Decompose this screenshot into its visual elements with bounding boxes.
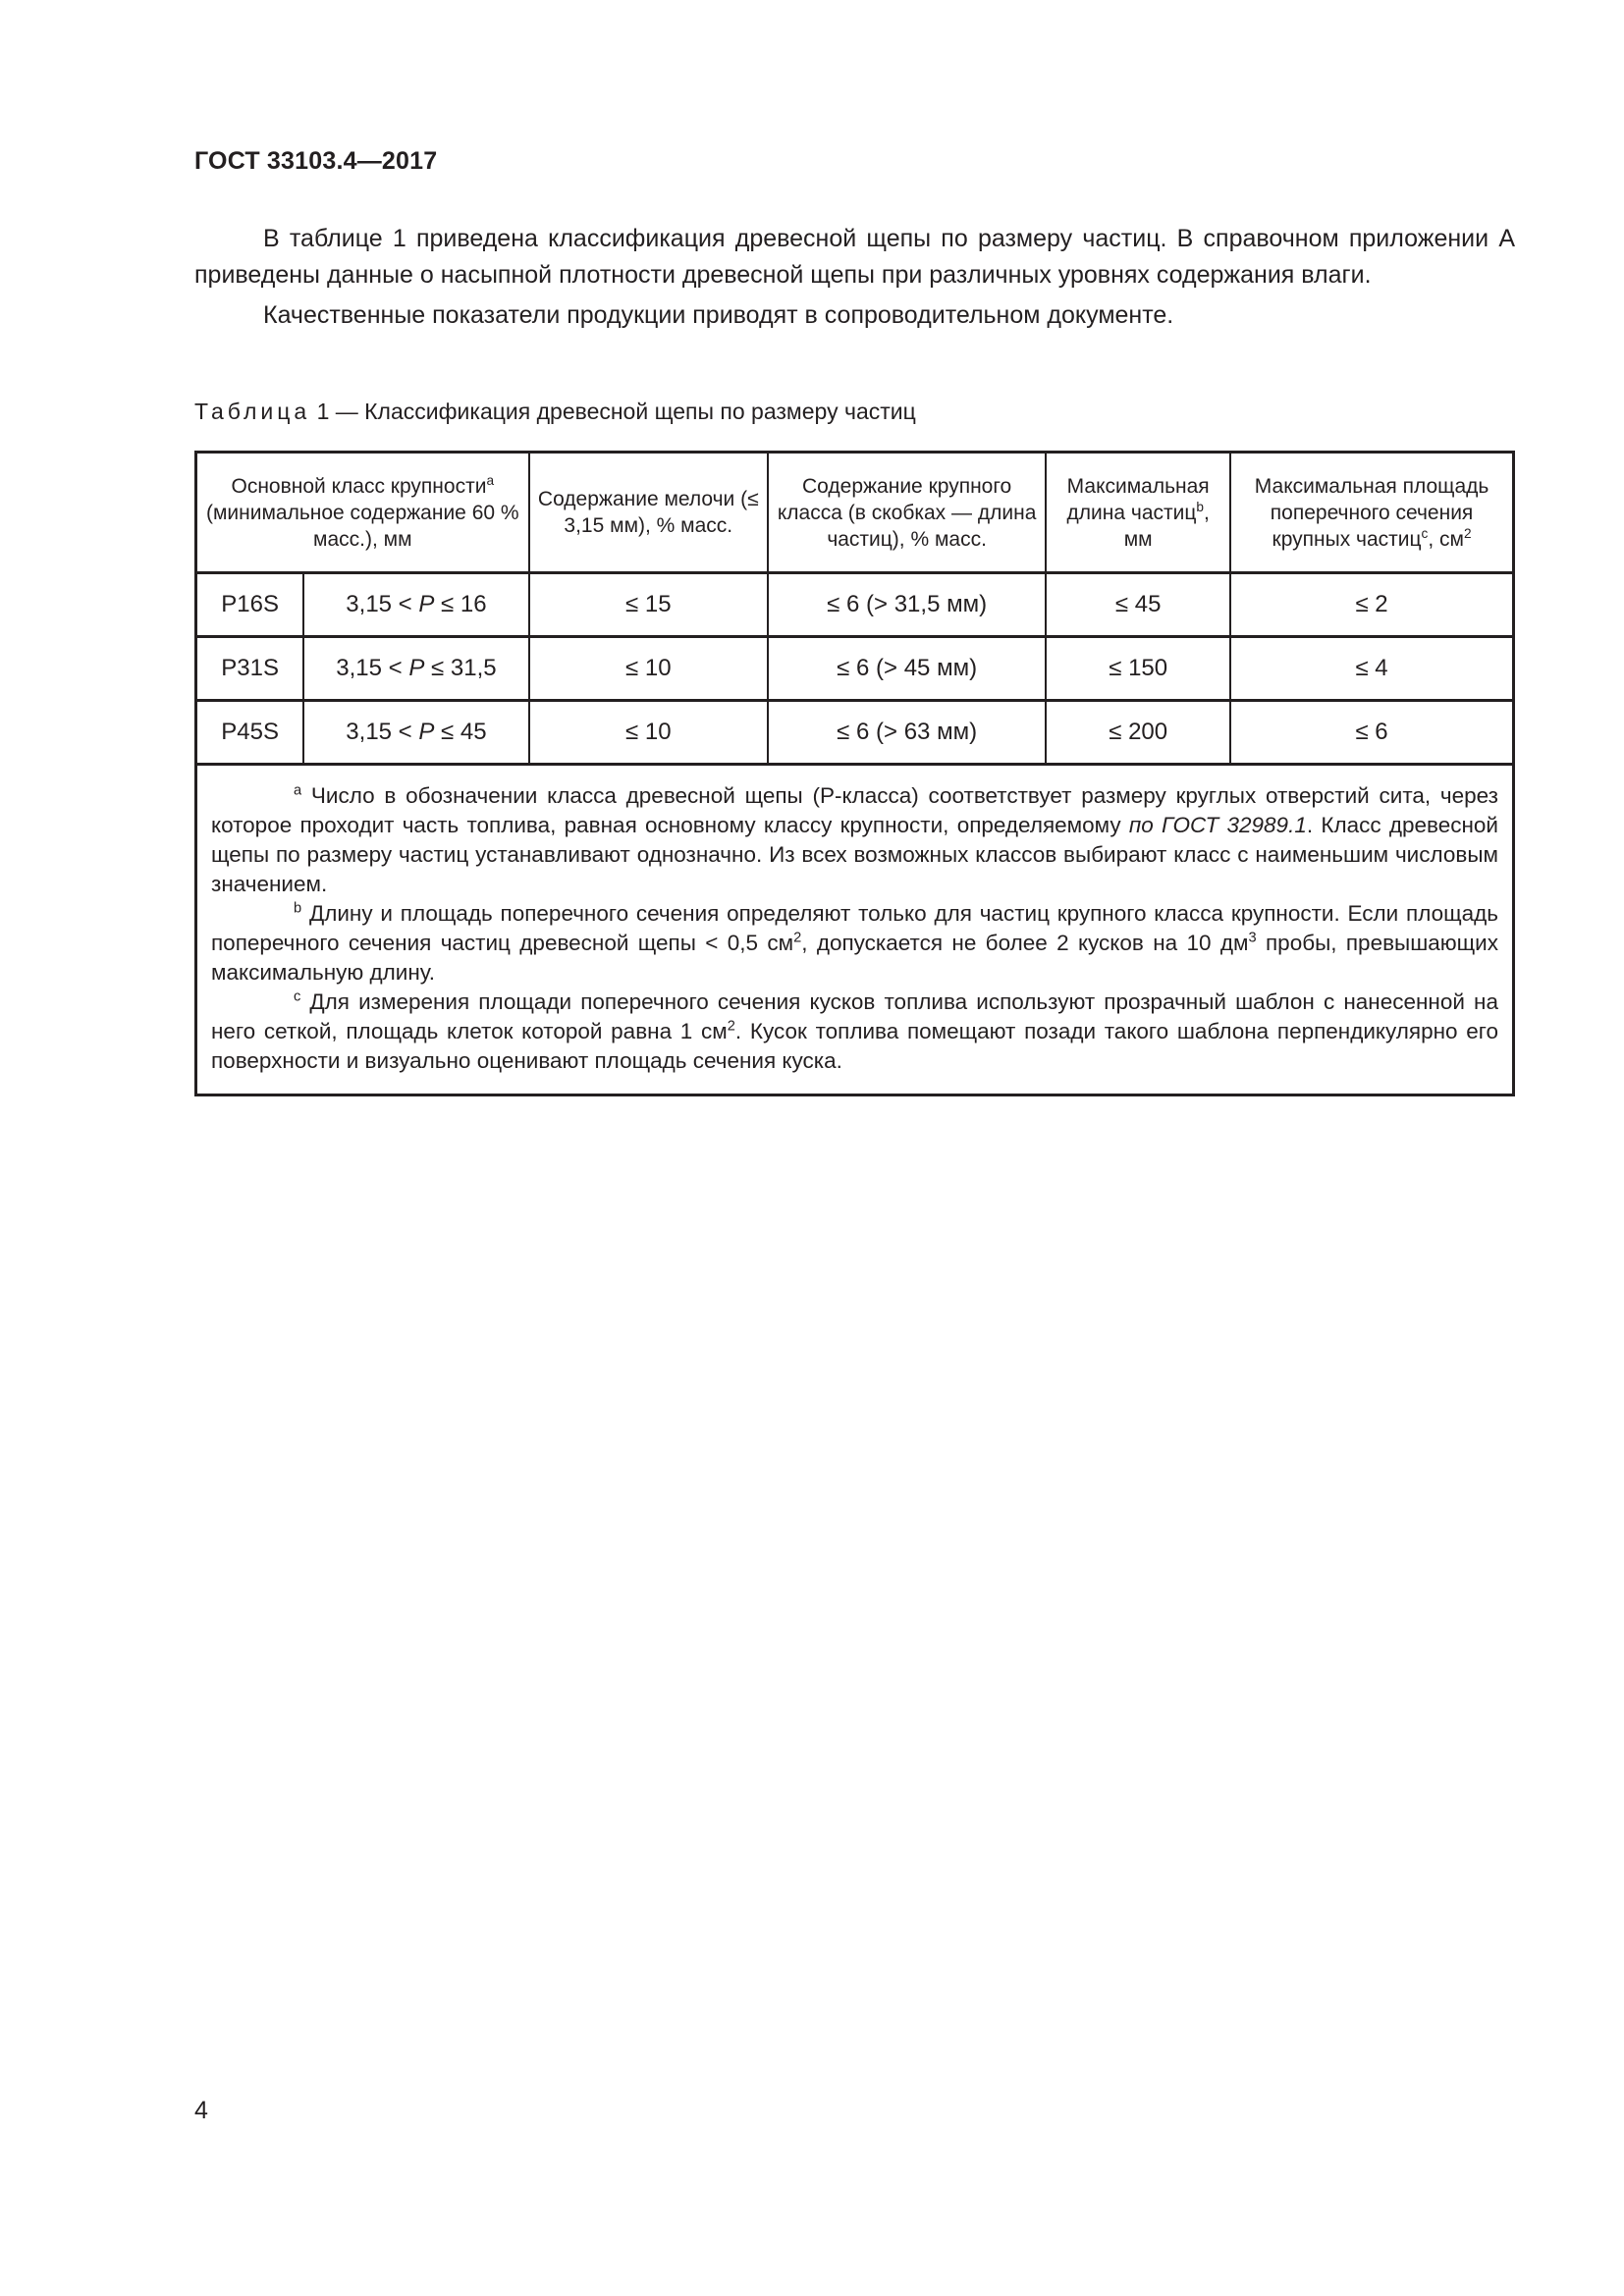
cell-max-area: ≤ 2 bbox=[1230, 573, 1513, 637]
cell-class: P45S bbox=[196, 701, 304, 765]
page-number: 4 bbox=[194, 2097, 208, 2124]
cell-max-area: ≤ 6 bbox=[1230, 701, 1513, 765]
header-max-area: Максимальная площадь поперечного сечения крупных частиц$^c$, $см^2$ bbox=[1230, 453, 1513, 573]
cell-coarse: ≤ 6 (> 63 мм) bbox=[768, 701, 1046, 765]
footnote-c: $^c$ Для измерения площади поперечного сечения кусков топлива используют прозрачный шаблон с нанесенной на него сеткой, площадь клеток которой равна 1 $см^2$. Кусок топлива помещают позади такого шаблона перпендикулярно его поверхности и визуально оценивают площадь сечения куска. bbox=[211, 988, 1498, 1073]
table-header-row bbox=[196, 453, 1514, 573]
header-coarse: Содержание крупного класса (в скобках — длина частиц), % масс. bbox=[768, 453, 1046, 573]
cell-fines: ≤ 10 bbox=[529, 701, 768, 765]
classification-table bbox=[194, 451, 1515, 1096]
header-main-class: Основной класс крупности$^a$ (минимальное содержание 60 % масс.), мм bbox=[196, 453, 529, 573]
cell-max-area: ≤ 4 bbox=[1230, 637, 1513, 701]
cell-max-length: ≤ 45 bbox=[1046, 573, 1230, 637]
table-caption bbox=[194, 399, 916, 425]
cell-fines: ≤ 15 bbox=[529, 573, 768, 637]
cell-fines: ≤ 10 bbox=[529, 637, 768, 701]
cell-max-length: ≤ 200 bbox=[1046, 701, 1230, 765]
intro-paragraph-1: В таблице 1 приведена классификация древесной щепы по размеру частиц. В справочном приложении А приведены данные о насыпной плотности древесной щепы при различных уровнях содержания влаги. bbox=[194, 225, 1515, 289]
cell-coarse: ≤ 6 (> 45 мм) bbox=[768, 637, 1046, 701]
cell-range: 3,15 < P ≤ 45 bbox=[303, 701, 528, 765]
document-header: ГОСТ 33103.4—2017 bbox=[194, 147, 438, 175]
footnote-a: $^a$ Число в обозначении класса древесной щепы (Р-класса) соответствует размеру круглых отверстий сита, через которое проходит часть топлива, равная основному классу крупности, определяемому по ГОСТ 32989.1. Класс древесной щепы по размеру частиц устанавливают однозначно. Из всех возможных классов выбирают класс с наименьшим числовым значением. bbox=[211, 782, 1498, 896]
intro-paragraph-2: Качественные показатели продукции приводят в сопроводительном документе. bbox=[263, 301, 1174, 329]
cell-coarse: ≤ 6 (> 31,5 мм) bbox=[768, 573, 1046, 637]
header-max-length: Максимальная длина частиц$^b$, мм bbox=[1046, 453, 1230, 573]
intro-text bbox=[194, 221, 1515, 334]
table-notes-row bbox=[196, 765, 1514, 1095]
table-notes bbox=[196, 765, 1514, 1095]
table-row bbox=[196, 573, 1514, 637]
table-row bbox=[196, 637, 1514, 701]
table-row bbox=[196, 701, 1514, 765]
cell-class: P31S bbox=[196, 637, 304, 701]
cell-range: 3,15 < P ≤ 16 bbox=[303, 573, 528, 637]
footnote-b: $^b$ Длину и площадь поперечного сечения определяют только для частиц крупного класса крупности. Если площадь поперечного сечения частиц древесной щепы < 0,5 $см^2$, допускается не более 2 кусков на 10 $дм^3$ пробы, превышающих максимальную длину. bbox=[211, 900, 1498, 985]
table-caption-prefix: Таблица bbox=[194, 399, 311, 424]
header-fines: Содержание мелочи (≤ 3,15 мм), % масс. bbox=[529, 453, 768, 573]
cell-class: P16S bbox=[196, 573, 304, 637]
table-caption-text: 1 — Классификация древесной щепы по размеру частиц bbox=[316, 399, 916, 424]
cell-range: 3,15 < P ≤ 31,5 bbox=[303, 637, 528, 701]
cell-max-length: ≤ 150 bbox=[1046, 637, 1230, 701]
